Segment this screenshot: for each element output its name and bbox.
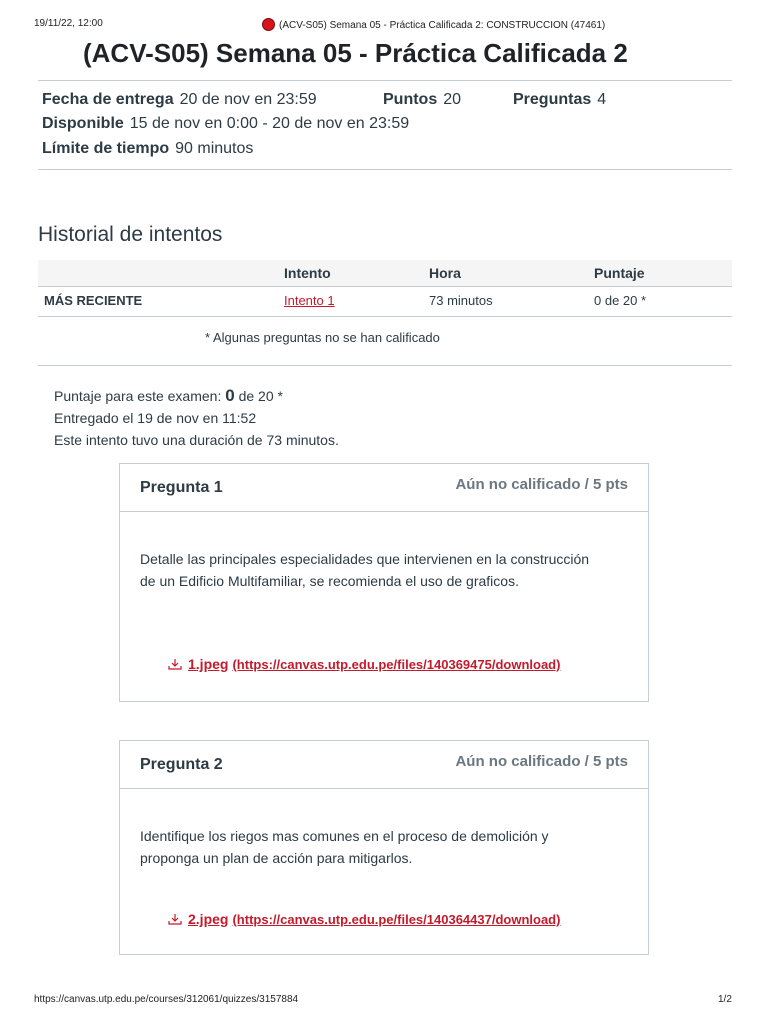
- print-page-number: 1/2: [718, 994, 732, 1005]
- question-2-file-link[interactable]: [168, 911, 560, 927]
- divider: [38, 169, 732, 170]
- history-heading: Historial de intentos: [38, 223, 223, 246]
- score-prefix: Puntaje para este examen:: [54, 388, 222, 404]
- col-score: Puntaje: [594, 265, 645, 281]
- score-suffix: de 20 *: [238, 388, 283, 404]
- available-value: 15 de nov en 0:00 - 20 de nov en 23:59: [129, 115, 410, 132]
- question-1-header: [120, 464, 648, 512]
- attempt-duration: Este intento tuvo una duración de 73 minutos.: [54, 432, 339, 448]
- print-tab-title: [262, 18, 605, 31]
- question-2-header: [120, 741, 648, 789]
- questions-value: 4: [597, 91, 607, 108]
- question-1-status: Aún no calificado / 5 pts: [455, 476, 628, 493]
- attempt-time: 73 minutos: [429, 293, 493, 308]
- questions-count: [513, 91, 606, 109]
- due-date: [42, 91, 317, 109]
- question-2-status: Aún no calificado / 5 pts: [455, 753, 628, 770]
- col-attempt: Intento: [284, 265, 331, 281]
- submitted-date: Entregado el 19 de nov en 11:52: [54, 410, 257, 426]
- download-icon: [168, 658, 182, 670]
- attempt-1-link[interactable]: Intento 1: [284, 293, 335, 308]
- questions-label: Preguntas: [513, 91, 592, 108]
- red-circle-icon: [262, 18, 275, 31]
- most-recent-label: MÁS RECIENTE: [44, 293, 143, 308]
- divider: [38, 316, 732, 317]
- question-2: [119, 740, 649, 955]
- question-1-text: Detalle las principales especialidades que intervienen en la construcción de un Edificio Multifamiliar, se recomienda el uso de graficos.: [140, 551, 590, 589]
- print-footer-url: https://canvas.utp.edu.pe/courses/312061/quizzes/3157884: [34, 994, 299, 1005]
- points-value: 20: [443, 91, 462, 108]
- available-dates: [42, 115, 409, 133]
- question-2-text: Identifique los riegos mas comunes en el proceso de demolición y proponga un plan de acción para mitigarlos.: [140, 828, 549, 866]
- points-label: Puntos: [383, 91, 438, 108]
- question-1: [119, 463, 649, 702]
- divider: [38, 365, 732, 366]
- download-icon: [168, 913, 182, 925]
- print-datetime: 19/11/22, 12:00: [34, 18, 103, 29]
- due-value: 20 de nov en 23:59: [179, 91, 317, 108]
- divider: [38, 286, 732, 287]
- question-1-file-name: 1.jpeg: [188, 656, 229, 672]
- question-2-title: Pregunta 2: [140, 756, 223, 773]
- time-limit-value: 90 minutos: [175, 140, 254, 157]
- col-time: Hora: [429, 265, 461, 281]
- divider: [38, 80, 732, 81]
- exam-score: [54, 386, 283, 406]
- attempt-score: 0 de 20 *: [594, 293, 647, 308]
- print-tab-title-text: (ACV-S05) Semana 05 - Práctica Calificada 2: CONSTRUCCION (47461): [279, 20, 606, 31]
- points: [383, 91, 461, 109]
- time-limit-label: Límite de tiempo: [42, 140, 170, 157]
- question-1-file-link[interactable]: [168, 656, 560, 672]
- question-2-file-url: (https://canvas.utp.edu.pe/files/140364437/download): [232, 912, 561, 927]
- available-label: Disponible: [42, 115, 124, 132]
- time-limit: [42, 140, 253, 158]
- question-1-file-url: (https://canvas.utp.edu.pe/files/140369475/download): [232, 657, 561, 672]
- score-value: 0: [225, 386, 235, 405]
- question-2-file-name: 2.jpeg: [188, 911, 229, 927]
- ungraded-note: * Algunas preguntas no se han calificado: [205, 330, 440, 345]
- page-title: (ACV-S05) Semana 05 - Práctica Calificada 2: [83, 38, 628, 68]
- due-label: Fecha de entrega: [42, 91, 174, 108]
- question-1-title: Pregunta 1: [140, 479, 223, 496]
